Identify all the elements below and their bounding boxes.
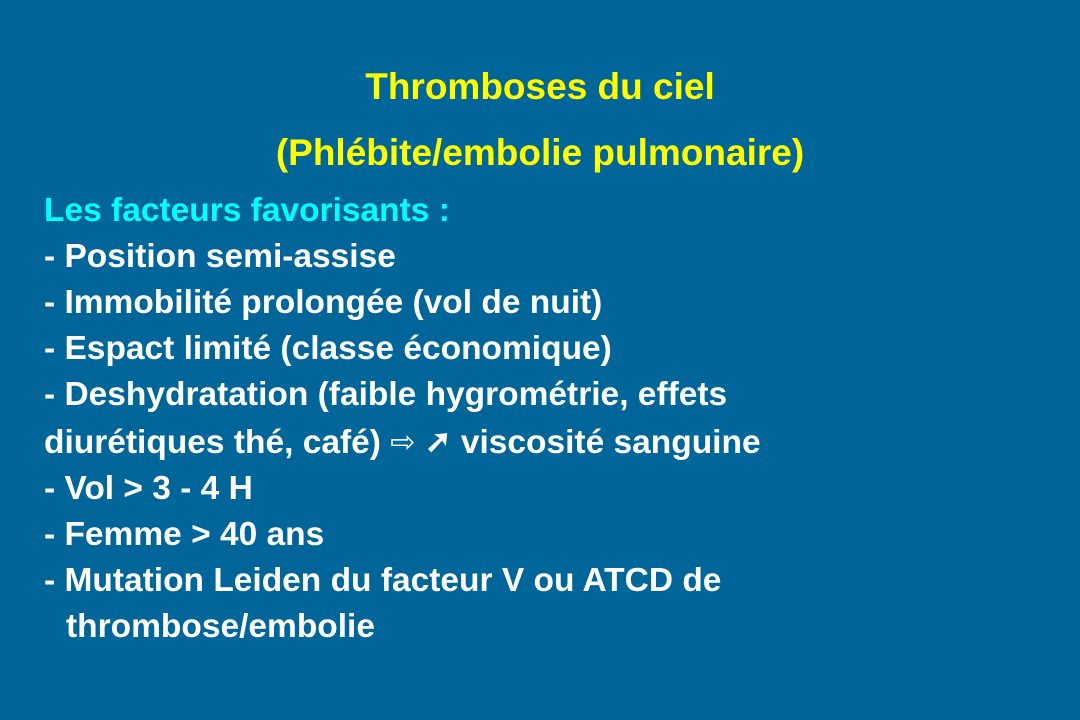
list-item: - Vol > 3 - 4 H — [44, 470, 253, 507]
list-item-text: diurétiques thé, café) — [44, 424, 381, 461]
list-item-continuation — [44, 418, 1064, 466]
list-item: - Position semi-assise — [44, 238, 396, 275]
list-item: - Mutation Leiden du facteur V ou ATCD de — [44, 562, 722, 599]
list-item-continuation: thrombose/embolie — [66, 608, 375, 645]
slide-body — [44, 188, 1064, 650]
list-item: - Immobilité prolongée (vol de nuit) — [44, 284, 603, 321]
slide-title: Thromboses du ciel — [365, 66, 715, 107]
right-arrow-outline-icon: ⇨ — [390, 426, 416, 459]
list-item: - Deshydratation (faible hygrométrie, effets — [44, 376, 728, 413]
section-heading: Les facteurs favorisants : — [44, 192, 450, 229]
list-item: - Femme > 40 ans — [44, 516, 325, 553]
list-item: - Espact limité (classe économique) — [44, 330, 612, 367]
list-item-text: viscosité sanguine — [460, 424, 761, 461]
slide-subtitle: (Phlébite/embolie pulmonaire) — [275, 132, 805, 173]
up-right-arrow-icon: ➚ — [424, 423, 452, 459]
